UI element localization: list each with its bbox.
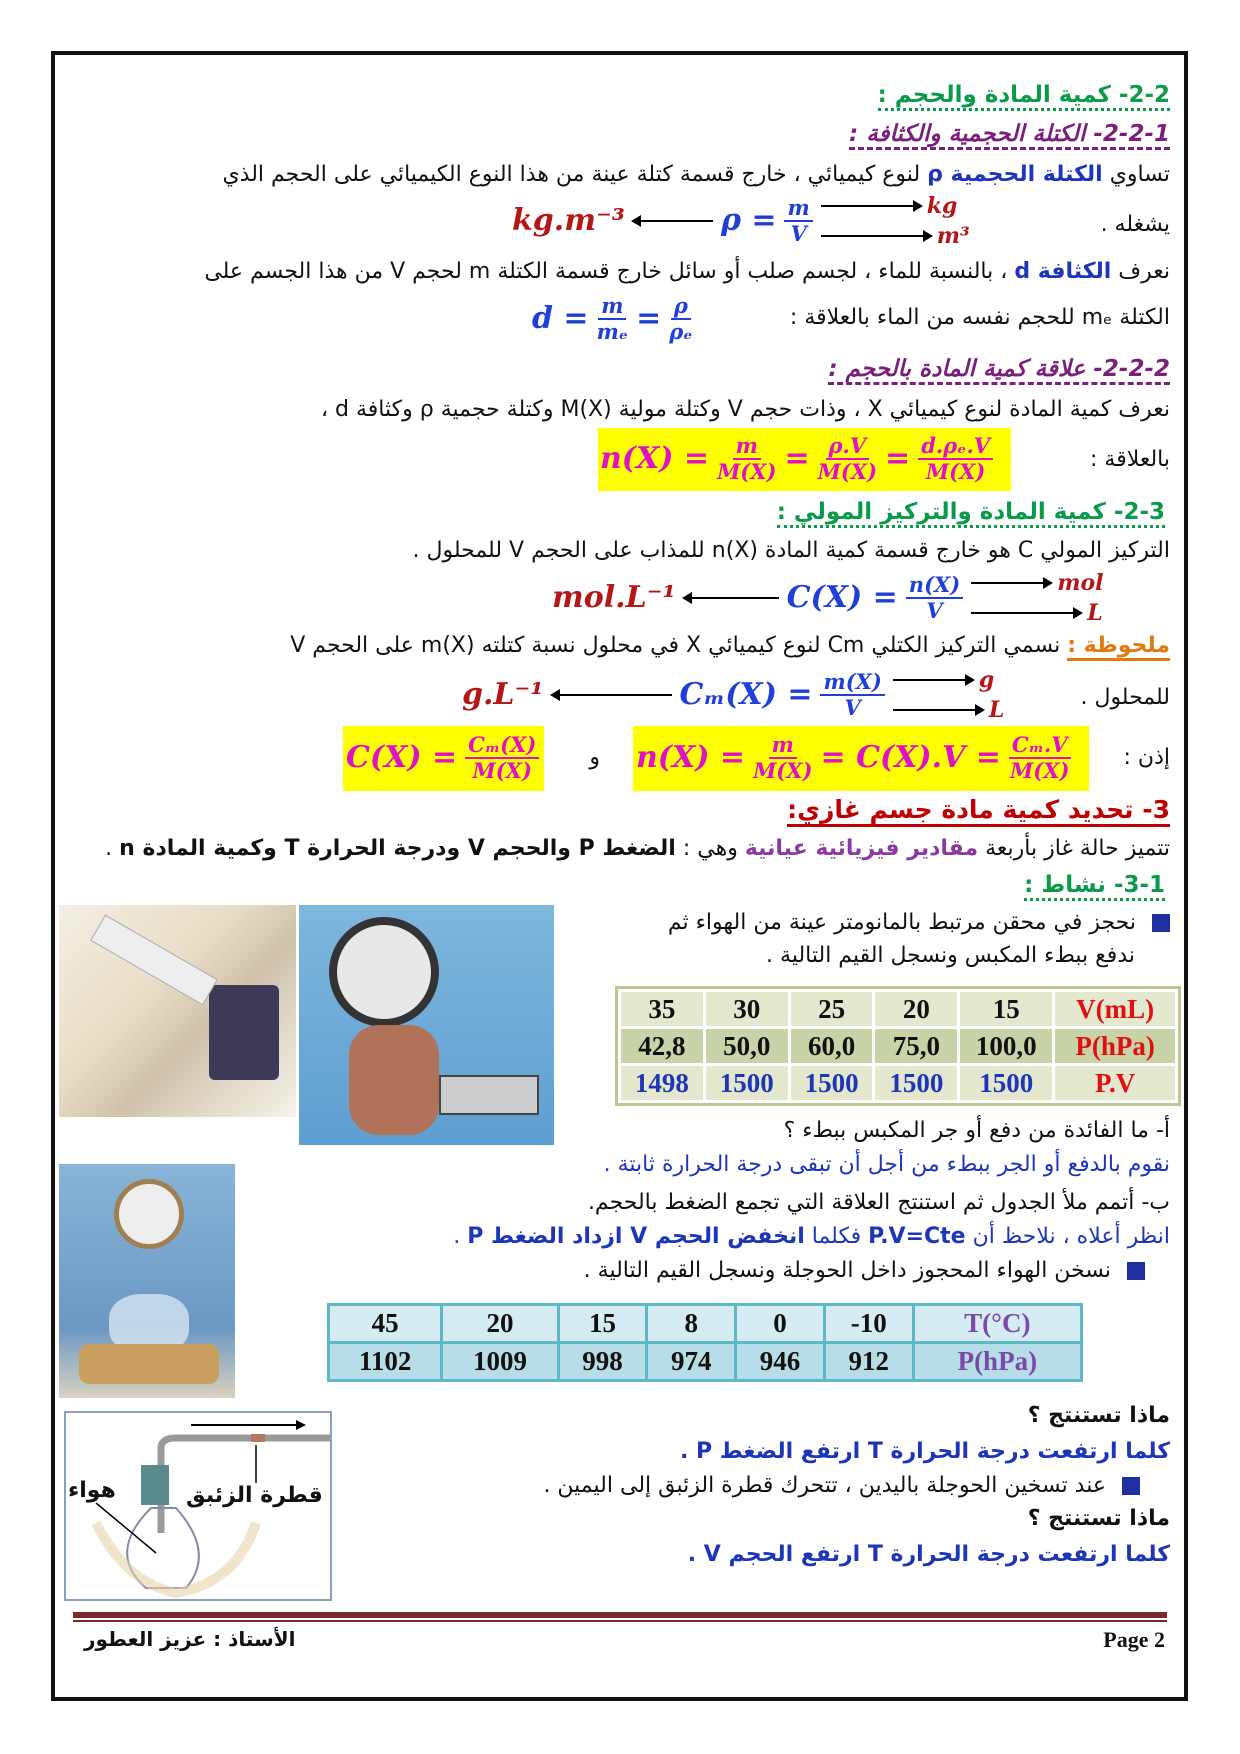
fraction <box>820 670 884 720</box>
heading-text: 3-1- نشاط : <box>1024 872 1165 901</box>
fraction <box>597 294 629 344</box>
formula-rho <box>512 193 970 249</box>
den: ρₑ <box>669 319 693 344</box>
cell: -10 <box>824 1305 913 1343</box>
t: . <box>453 1224 468 1249</box>
heading-3 <box>787 795 1170 825</box>
row-header: V(mL) <box>1054 991 1177 1028</box>
cell: 8 <box>647 1305 736 1343</box>
t: تساوي <box>1102 162 1170 187</box>
unit: kg.m⁻³ <box>512 203 625 238</box>
cell: 946 <box>736 1343 825 1381</box>
note-line-end: للمحلول . <box>1080 685 1170 710</box>
and-label: و <box>589 745 600 770</box>
heading-text: 3- تحديد كمية مادة جسم غازي: <box>787 795 1170 827</box>
gauge-icon <box>329 917 439 1027</box>
n-definition: نعرف كمية المادة لنوع كيميائي X ، وذات حجم V وكتلة مولية M(X) وكتلة حجمية ρ وكثافة d ، <box>320 397 1170 422</box>
den: M(X) <box>472 758 532 783</box>
row-header: P(hPa) <box>913 1343 1081 1381</box>
unit: mol <box>1057 570 1104 596</box>
cell: 20 <box>874 991 959 1028</box>
rho-definition <box>222 160 1170 190</box>
table-row <box>329 1305 1082 1343</box>
density-definition <box>204 257 1170 287</box>
num: d.ρₑ.V <box>918 434 993 460</box>
cell: 1102 <box>329 1343 442 1381</box>
t: تتميز حالة غاز بأربعة <box>978 836 1170 861</box>
num: m(X) <box>820 670 884 696</box>
arrow-right-icon <box>893 709 983 711</box>
formula-c-summary <box>346 733 539 783</box>
t: نحجز في محقن مرتبط بالمانومتر عينة من الهواء ثم <box>667 910 1136 935</box>
unit-arrows <box>893 667 1004 723</box>
t: نسخن الهواء المحجوز داخل الحوجلة ونسجل القيم التالية . <box>583 1258 1111 1283</box>
heading-2-3 <box>777 497 1165 527</box>
question-a: أ- ما الفائدة من دفع أو جر المكبس ببطء ؟ <box>783 1118 1170 1143</box>
label-air: هواء <box>68 1478 116 1503</box>
heading-2-2-2 <box>828 354 1170 384</box>
syringe-icon <box>90 915 218 1006</box>
question-conclude-2: ماذا تستنتج ؟ <box>1027 1506 1170 1531</box>
answer-conclude-1: كلما ارتفعت درجة الحرارة T ارتفع الضغط P . <box>679 1439 1170 1464</box>
author-name: الأستاذ : عزيز العطور <box>84 1627 296 1651</box>
cell: 42,8 <box>620 1028 705 1065</box>
fraction <box>465 733 539 783</box>
eq: = <box>636 301 662 336</box>
unit-arrows <box>971 570 1103 626</box>
row-header: T(°C) <box>913 1305 1081 1343</box>
unit: m³ <box>936 223 970 249</box>
pv-const: P.V=Cte <box>868 1224 966 1249</box>
cell: 15 <box>959 991 1054 1028</box>
activity-line-1 <box>668 908 1170 938</box>
question-conclude-1: ماذا تستنتج ؟ <box>1027 1403 1170 1428</box>
t: عند تسخين الحوجلة باليدين ، تتحرك قطرة الزئبق إلى اليمين . <box>543 1473 1106 1498</box>
num: Cₘ.V <box>1009 733 1071 759</box>
num: n(X) <box>906 573 963 599</box>
density-definition-end: الكتلة mₑ للحجم نفسه من الماء بالعلاقة : <box>789 305 1170 330</box>
note-label: ملحوظة : <box>1067 633 1170 661</box>
unit: L <box>988 697 1005 723</box>
fraction <box>753 733 812 783</box>
n-definition-end: بالعلاقة : <box>1090 447 1170 472</box>
den: V <box>790 221 807 246</box>
bullet-square-icon <box>1152 914 1170 932</box>
arrow-right-icon <box>893 679 973 681</box>
fraction <box>784 196 812 246</box>
fraction <box>717 434 776 484</box>
cell: 15 <box>558 1305 647 1343</box>
unit: mol.L⁻¹ <box>552 580 676 615</box>
t: انظر أعلاه ، نلاحظ أن <box>965 1224 1170 1249</box>
formula-c <box>552 570 1104 626</box>
lhs: C(X) = <box>346 740 458 775</box>
unit: kg <box>926 193 958 219</box>
den: M(X) <box>817 459 878 484</box>
eq: = <box>784 441 810 476</box>
lhs: n(X) = <box>636 740 746 775</box>
heading-3-1 <box>1024 870 1165 900</box>
den: M(X) <box>925 459 986 484</box>
formula-n-summary <box>636 733 1071 783</box>
unit: L <box>1087 600 1103 626</box>
heading-2-2-1 <box>849 119 1170 149</box>
footer-rule <box>73 1612 1167 1618</box>
term-macroscopic: مقادير فيزيائية عيانية <box>744 836 979 861</box>
rho-definition-end: يشغله . <box>1100 212 1170 237</box>
table-temperature-pressure <box>327 1303 1083 1382</box>
heading-text: 2-2-2- علاقة كمية المادة بالحجم : <box>828 356 1170 385</box>
cell: 30 <box>704 991 789 1028</box>
t: ، بالنسبة للماء ، لجسم صلب أو سائل خارج قسمة الكتلة m لحجم V من هذا الجسم على <box>204 259 1015 284</box>
cell: 20 <box>442 1305 558 1343</box>
arrow-right-icon <box>971 582 1051 584</box>
page-number: Page 2 <box>1103 1627 1165 1652</box>
t: نعرف <box>1111 259 1170 284</box>
table-row <box>620 991 1177 1028</box>
fraction <box>918 434 993 484</box>
cell: 75,0 <box>874 1028 959 1065</box>
unit-arrows <box>821 193 970 249</box>
flask-diagram <box>64 1411 332 1601</box>
hands-line <box>543 1471 1140 1501</box>
t: نسمي التركيز الكتلي Cm لنوع كيميائي X في محلول نسبة كتلته m(X) على الحجم V <box>290 633 1068 658</box>
num: m <box>598 294 626 320</box>
t: وهي : <box>675 836 745 861</box>
cell: 45 <box>329 1305 442 1343</box>
manometer-device-icon <box>209 985 279 1080</box>
term-variables: الضغط P والحجم V ودرجة الحرارة T وكمية المادة n <box>119 836 676 861</box>
heating-line <box>584 1256 1145 1286</box>
fraction <box>818 434 877 484</box>
arrow-right-icon <box>971 612 1081 614</box>
den: M(X) <box>1010 758 1070 783</box>
hand-icon <box>349 1025 439 1135</box>
cell: 60,0 <box>789 1028 874 1065</box>
answer-conclude-2: كلما ارتفعت درجة الحرارة T ارتفع الحجم V . <box>687 1542 1170 1567</box>
lhs: d = <box>532 301 589 336</box>
cell: 912 <box>824 1343 913 1381</box>
cell: 1500 <box>959 1065 1054 1102</box>
syringe-manometer-photo <box>59 905 296 1117</box>
num: ρ <box>671 294 691 320</box>
row-header: P.V <box>1054 1065 1177 1102</box>
cell: 1500 <box>874 1065 959 1102</box>
num: m <box>733 434 761 460</box>
lhs: Cₘ(X) = <box>679 677 813 712</box>
table-row <box>620 1065 1177 1102</box>
fraction <box>669 294 692 344</box>
label-mercury-drop: قطرة الزئبق <box>186 1483 323 1508</box>
arrow-left-icon <box>684 597 779 599</box>
cell: 1498 <box>620 1065 705 1102</box>
lhs: ρ = <box>720 203 777 238</box>
answer-b <box>453 1222 1170 1252</box>
unit: g.L⁻¹ <box>462 677 544 712</box>
formula-cm <box>462 667 1004 723</box>
arrow-left-icon <box>552 694 672 696</box>
num: m <box>784 196 812 222</box>
thus-label: إذن : <box>1123 745 1170 770</box>
heading-text: 2-3- كمية المادة والتركيز المولي : <box>777 499 1165 528</box>
lhs: n(X) = <box>600 441 710 476</box>
formula-d <box>532 294 693 344</box>
cell: 974 <box>647 1343 736 1381</box>
fraction <box>906 573 963 623</box>
arrow-right-icon <box>821 235 931 237</box>
formula-n <box>600 434 993 484</box>
table-row <box>329 1343 1082 1381</box>
den: M(X) <box>717 459 777 484</box>
t: انخفض الحجم V ازداد الضغط P <box>467 1224 805 1249</box>
table-row <box>620 1028 1177 1065</box>
heading-text: 2-2- كمية المادة والحجم : <box>878 82 1170 111</box>
note-line <box>290 631 1170 661</box>
heading-2-2 <box>878 80 1170 110</box>
den: M(X) <box>753 758 813 783</box>
cell: 35 <box>620 991 705 1028</box>
term-rho: الكتلة الحجمية ρ <box>927 162 1103 187</box>
cell: 50,0 <box>704 1028 789 1065</box>
water-bath-icon <box>79 1344 219 1384</box>
c-definition: التركيز المولي C هو خارج قسمة كمية المادة n(X) للمذاب على الحجم V للمحلول . <box>412 538 1170 563</box>
heading-text: 2-2-1- الكتلة الحجمية والكثافة : <box>849 121 1170 150</box>
row-header: P(hPa) <box>1054 1028 1177 1065</box>
cell: 1009 <box>442 1343 558 1381</box>
cell: 25 <box>789 991 874 1028</box>
lhs: C(X) = <box>786 580 898 615</box>
unit: g <box>978 667 995 693</box>
activity-line-2: ندفع ببطء المكبس ونسجل القيم التالية . <box>766 943 1135 968</box>
flask-manometer-photo <box>59 1164 235 1398</box>
answer-a: نقوم بالدفع أو الجر ببطء من أجل أن تبقى درجة الحرارة ثابتة . <box>603 1152 1170 1177</box>
num: ρ.V <box>826 434 870 460</box>
bullet-square-icon <box>1127 1262 1145 1280</box>
term-d: الكثافة d <box>1014 259 1112 284</box>
footer-rule-thin <box>73 1620 1167 1622</box>
den: V <box>844 695 861 720</box>
t: لنوع كيميائي ، خارج قسمة كتلة عينة من هذا النوع الكيميائي على الحجم الذي <box>222 162 928 187</box>
num: Cₘ(X) <box>465 733 539 759</box>
fraction <box>1009 733 1071 783</box>
mid: = C(X).V = <box>820 740 1001 775</box>
table-pressure-volume <box>618 989 1178 1103</box>
cell: 0 <box>736 1305 825 1343</box>
num: m <box>769 733 797 759</box>
arrow-left-icon <box>633 220 713 222</box>
syringe-icon <box>439 1075 539 1115</box>
cell: 1500 <box>789 1065 874 1102</box>
gauge-icon <box>114 1179 184 1249</box>
cell: 998 <box>558 1343 647 1381</box>
eq: = <box>885 441 911 476</box>
cell: 100,0 <box>959 1028 1054 1065</box>
t: فكلما <box>804 1224 869 1249</box>
t: . <box>105 836 120 861</box>
den: mₑ <box>596 319 629 344</box>
gas-state-line <box>105 834 1170 864</box>
hand-manometer-photo <box>299 905 554 1145</box>
bullet-square-icon <box>1122 1477 1140 1495</box>
arrow-right-icon <box>821 205 921 207</box>
cell: 1500 <box>704 1065 789 1102</box>
question-b: ب- أتمم ملأ الجدول ثم استنتج العلاقة التي تجمع الضغط بالحجم. <box>587 1190 1170 1215</box>
den: V <box>926 598 943 623</box>
